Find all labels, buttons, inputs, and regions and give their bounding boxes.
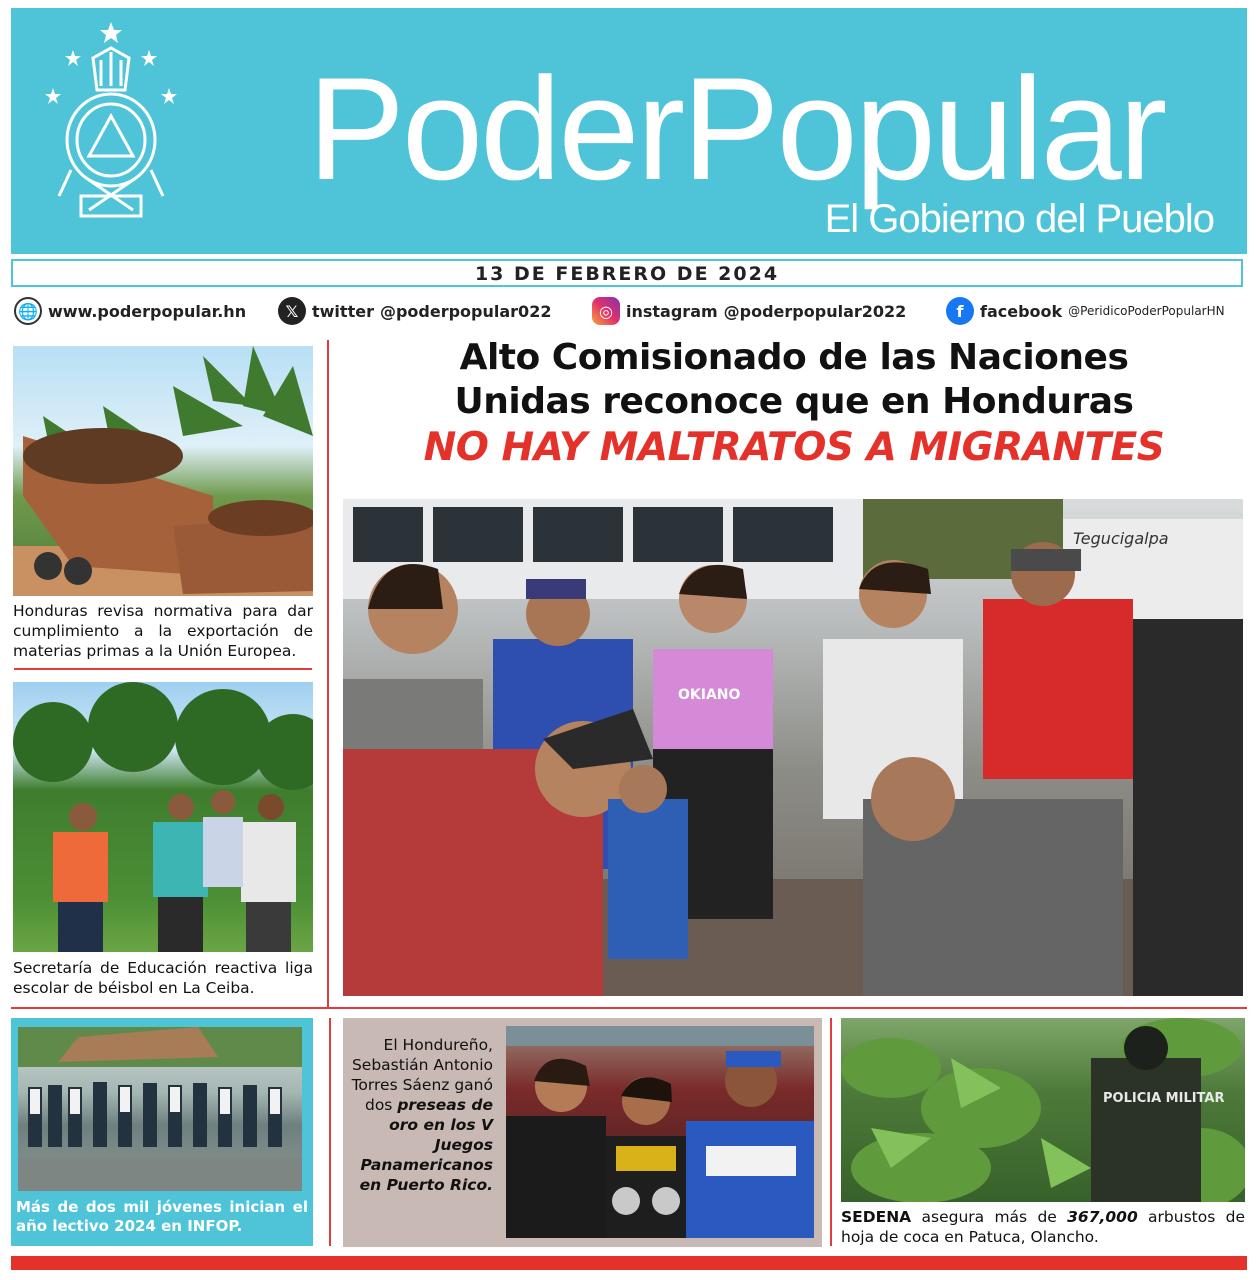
- education-officials-photo: [13, 682, 313, 952]
- facebook-icon: f: [946, 297, 974, 325]
- headline-line-1: Alto Comisionado de las Naciones: [459, 337, 1129, 378]
- twitter-link[interactable]: [278, 296, 551, 326]
- sedena-text-2: arbustos de hoja de coca en Patuca, Olancho.: [841, 1208, 1245, 1246]
- headline-highlight: NO HAY MALTRATOS A MIGRANTES: [423, 425, 1165, 470]
- sport-text-plain: El Hondureño, Sebastián Antonio Torres Sáenz ganó dos: [351, 1036, 493, 1114]
- globe-icon: 🌐: [14, 297, 42, 325]
- shirt-text: OKIANO: [678, 687, 741, 703]
- sport-text-emphasis: preseas de oro en los V Juegos Panamericanos en Puerto Rico.: [359, 1096, 493, 1194]
- bottom-divider-1: [329, 1018, 331, 1246]
- column-divider: [327, 340, 329, 1008]
- date-bar: [11, 259, 1243, 287]
- instagram-icon: ◎: [592, 297, 620, 325]
- story-baseball-caption: Secretaría de Educación reactiva liga escolar de béisbol en La Ceiba.: [13, 959, 313, 997]
- twitter-label: twitter: [312, 301, 374, 321]
- sedena-amount: 367,000: [1067, 1208, 1138, 1226]
- headline-line-2: Unidas reconoce que en Honduras: [454, 381, 1134, 422]
- x-twitter-icon: 𝕏: [278, 297, 306, 325]
- twitter-handle: @poderpopular022: [379, 301, 552, 321]
- facebook-link[interactable]: [946, 296, 1225, 326]
- instagram-handle: @poderpopular2022: [723, 301, 907, 321]
- publication-date: 13 DE FEBRERO DE 2024: [474, 263, 780, 285]
- masthead: [11, 8, 1247, 254]
- facebook-label: facebook: [980, 301, 1063, 321]
- website-url: www.poderpopular.hn: [48, 301, 247, 321]
- bus-destination-text: Tegucigalpa: [1073, 529, 1169, 548]
- sedena-text-1: asegura más de: [911, 1208, 1068, 1226]
- story-divider: [14, 668, 312, 670]
- sport-story-text: [348, 1035, 493, 1195]
- story-sedena-caption: [841, 1207, 1245, 1247]
- military-police-patch: POLICIA MILITAR: [1103, 1091, 1225, 1106]
- lead-headline: [344, 336, 1244, 472]
- coat-of-arms-seal: [41, 20, 181, 232]
- palm-fruit-truck-photo: [13, 346, 313, 596]
- migrants-lead-photo: [343, 499, 1243, 996]
- masthead-title: PoderPopular: [307, 47, 1165, 210]
- section-divider: [11, 1007, 1247, 1009]
- athlete-medal-photo: [506, 1026, 814, 1238]
- masthead-tagline: El Gobierno del Pueblo: [824, 197, 1214, 241]
- instagram-label: instagram: [626, 301, 718, 321]
- bottom-divider-2: [830, 1018, 832, 1246]
- website-link[interactable]: [14, 296, 246, 326]
- footer-bar: [11, 1256, 1247, 1270]
- facebook-handle: @PeridicoPoderPopularHN: [1068, 304, 1225, 318]
- story-infop-caption: Más de dos mil jóvenes inician el año lectivo 2024 en INFOP.: [16, 1198, 308, 1235]
- story-export-caption: Honduras revisa normativa para dar cumplimiento a la exportación de materias primas a la Unión Europea.: [13, 602, 313, 660]
- infop-students-photo: [18, 1027, 302, 1191]
- instagram-link[interactable]: [592, 296, 906, 326]
- sedena-name: SEDENA: [841, 1208, 912, 1226]
- coca-field-photo: [841, 1018, 1245, 1202]
